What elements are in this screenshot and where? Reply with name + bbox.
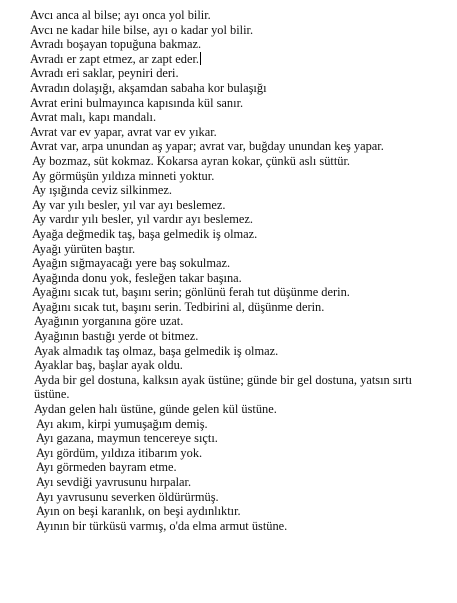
text-line-11: Ay bozmaz, süt kokmaz. Kokarsa ayran kokar, çünkü aslı süttür. (32, 153, 351, 168)
text-line-13: Ay ışığında ceviz silkinmez. (32, 183, 172, 198)
text-line-34: Ayın on beşi karanlık, on beşi aydınlıktır. (36, 504, 241, 519)
text-line-31: Ayı görmeden bayram etme. (36, 460, 177, 475)
text-line-21: Ayağını sıcak tut, başını serin. Tedbirini al, düşünme derin. (32, 299, 325, 314)
text-line-6: Avradın dolaşığı, akşamdan sabaha kor bulaşığı (30, 80, 267, 95)
text-line-29: Ayı gazana, maymun tencereye sıçtı. (36, 431, 218, 446)
text-line-22: Ayağının yorganına göre uzat. (34, 314, 184, 329)
text-line-24: Ayak almadık taş olmaz, başa gelmedik iş olmaz. (34, 343, 279, 358)
text-line-23: Ayağının bastığı yerde ot bitmez. (34, 329, 199, 344)
text-line-19: Ayağında donu yok, fesleğen takar başına. (32, 270, 242, 285)
text-line-30: Ayı gördüm, yıldıza itibarım yok. (36, 445, 203, 460)
text-line-26: Ayda bir gel dostuna, kalksın ayak üstüne; günde bir gel dostuna, yatsın sırtı üstüne. (34, 372, 413, 402)
text-line-25: Ayaklar baş, başlar ayak oldu. (34, 358, 183, 373)
text-line-8: Avrat malı, kapı mandalı. (30, 110, 157, 125)
text-line-3: Avradı boşayan topuğuna bakmaz. (30, 37, 202, 52)
text-line-7: Avrat erini bulmayınca kapısında kül sanır. (30, 95, 244, 110)
text-line-18: Ayağın sığmayacağı yere baş sokulmaz. (32, 256, 231, 271)
text-line-35: Ayının bir türküsü varmış, o'da elma armut üstüne. (36, 518, 288, 533)
text-cursor (200, 52, 201, 65)
text-line-20: Ayağını sıcak tut, başını serin; gönlünü ferah tut düşünme derin. (32, 285, 350, 300)
text-line-9: Avrat var ev yapar, avrat var ev yıkar. (30, 124, 217, 139)
text-line-10: Avrat var, arpa unundan aş yapar; avrat var, buğday unundan keş yapar. (30, 139, 384, 154)
text-line-27: Aydan gelen halı üstüne, günde gelen kül üstüne. (34, 402, 277, 417)
text-line-4-content: Avradı er zapt etmez, ar zapt eder. (30, 51, 200, 66)
text-line-14: Ay var yılı besler, yıl var ayı beslemez. (32, 197, 226, 212)
text-line-15: Ay vardır yılı besler, yıl vardır ayı beslemez. (32, 212, 253, 227)
text-line-1: Avcı anca al bilse; ayı onca yol bilir. (30, 8, 211, 22)
text-line-28: Ayı akım, kirpi yumuşağım demiş. (36, 416, 208, 431)
text-line-17: Ayağı yürüten baştır. (32, 241, 136, 256)
document-text-body[interactable] (30, 8, 440, 533)
text-line-2: Avcı ne kadar hile bilse, ayı o kadar yol bilir. (30, 22, 254, 37)
text-line-16: Ayağa değmedik taş, başa gelmedik iş olmaz. (32, 226, 258, 241)
text-line-5: Avradı eri saklar, peyniri deri. (30, 66, 179, 81)
text-line-12: Ay görmüşün yıldıza minneti yoktur. (32, 168, 215, 183)
text-line-33: Ayı yavrusunu severken öldürürmüş. (36, 489, 219, 504)
text-line-32: Ayı sevdiği yavrusunu hırpalar. (36, 475, 192, 489)
text-line-4 (30, 52, 440, 67)
